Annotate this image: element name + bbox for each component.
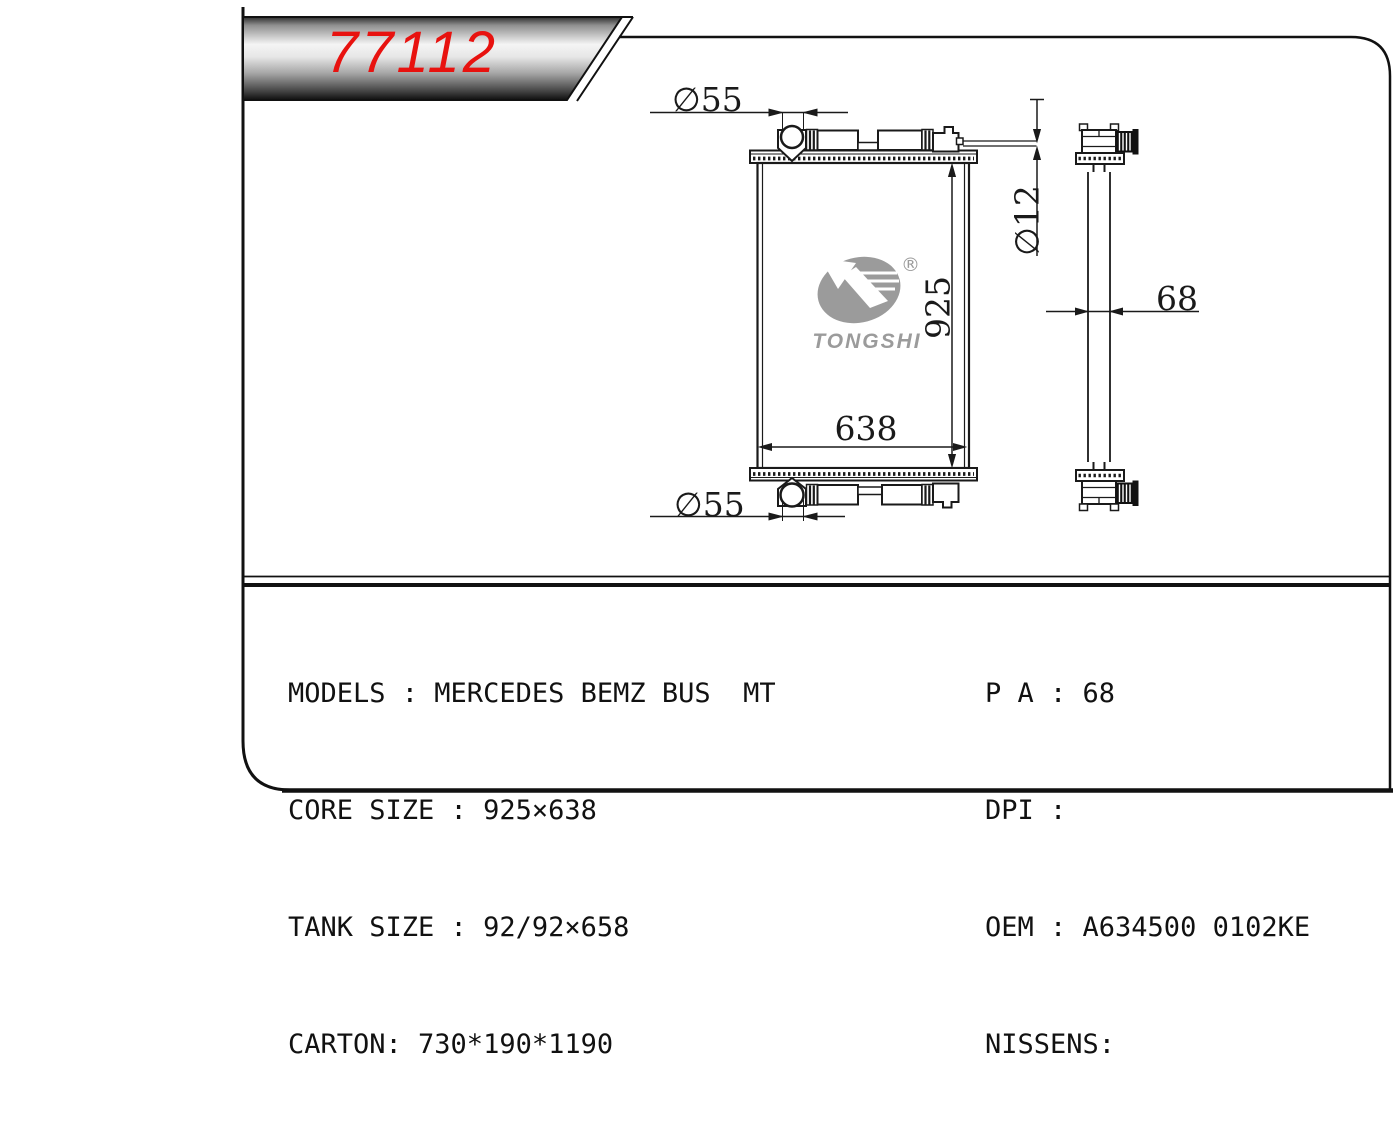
spec-models: MODELS : MERCEDES BEMZ BUS MT bbox=[288, 678, 776, 709]
spec-carton: CARTON: 730*190*1190 bbox=[288, 1029, 614, 1060]
brand-name: TONGSHI bbox=[812, 330, 922, 353]
spec-column-right bbox=[985, 596, 1310, 1142]
spec-column-left bbox=[288, 596, 776, 1142]
bottom-brackets bbox=[807, 484, 959, 508]
spec-pa: P A : 68 bbox=[985, 678, 1116, 709]
part-number: 77112 bbox=[326, 20, 498, 85]
radiator-side-view bbox=[1076, 124, 1138, 511]
top-brackets bbox=[807, 127, 1037, 152]
spec-tank-size: TANK SIZE : 92/92×658 bbox=[288, 912, 630, 943]
side-bottom-connector bbox=[1116, 481, 1138, 506]
spec-core-size: CORE SIZE : 925×638 bbox=[288, 795, 597, 826]
dimension-core-height: 925 bbox=[918, 276, 958, 339]
dimension-outlet-diameter: ∅55 bbox=[674, 485, 745, 524]
spec-nissens: NISSENS: bbox=[985, 1029, 1116, 1060]
dimension-core-width: 638 bbox=[834, 409, 898, 448]
spec-dpi: DPI : bbox=[985, 795, 1067, 826]
registered-trademark-icon: ® bbox=[901, 254, 920, 276]
dimension-inlet-diameter: ∅55 bbox=[672, 80, 743, 119]
radiator-front-view bbox=[750, 126, 1037, 508]
side-top-connector bbox=[1116, 130, 1138, 155]
dimension-depth: 68 bbox=[1156, 279, 1198, 318]
dimension-pipe-diameter: ∅12 bbox=[1007, 185, 1047, 256]
spec-oem: OEM : A634500 0102KE bbox=[985, 912, 1311, 943]
